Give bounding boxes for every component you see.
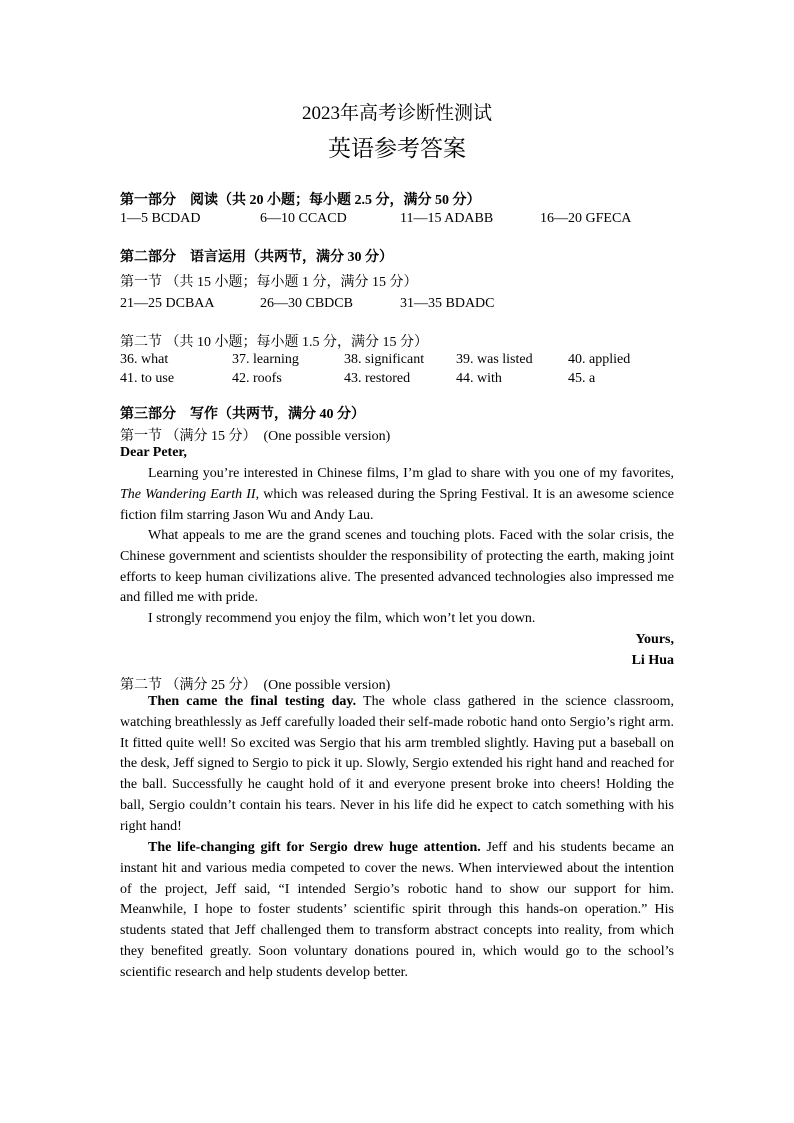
story-paragraph: Then came the final testing day. The whole class gathered in the science classroom, watching breathlessly as Jeff carefully loaded their self-made robotic hand onto Sergio’s right arm. It fitted quite well! So excited was Sergio that his arm trembled slightly. Having put a baseball on the desk, Jeff signed to Sergio to pick it up. Slowly, Sergio extended his right hand and reached for the ball. Successfully he caught hold of it and everyone present broke into cheers! Holding the ball, Sergio couldn’t contain his tears. Never in his life did he expect to catch something with his right hand! [120, 694, 675, 834]
answer-item: 42. roofs [232, 371, 282, 386]
answer-group: 16—20 GFECA [540, 211, 632, 226]
letter-greeting: Dear Peter, [120, 445, 187, 460]
part3-sec2-heading [120, 674, 390, 694]
letter-closing: Yours, [635, 632, 674, 647]
answer-item: 43. restored [344, 371, 411, 386]
answer-item: 45. a [568, 371, 596, 386]
story-paragraph: The life-changing gift for Sergio drew huge attention. Jeff and his students became an instant hit and various media competed to cover the news. When interviewed about the intention of the project, Jeff said, “I intended Sergio’s robotic hand to show our support for him. Meanwhile, I hope to foster students’ scientific spirit through this hands-on operation.” His students stated that Jeff challenged them to transform abstract concepts into reality, from which they benefited greatly. Soon voluntary donations poured in, which would go to the school’s scientific research and help students develop better. [120, 840, 674, 980]
answer-item: 37. learning [232, 352, 299, 367]
part2-heading: 第二部分 语言运用（共两节，满分 30 分） [120, 250, 393, 265]
part1-heading: 第一部分 阅读（共 20 小题；每小题 2.5 分，满分 50 分） [120, 193, 481, 208]
answer-item: 39. was listed [456, 352, 533, 367]
version-note: (One possible version) [263, 678, 391, 693]
answer-key-title: 英语参考答案 [328, 136, 466, 161]
part2-sec1-heading: 第一节 （共 15 小题；每小题 1 分，满分 15 分） [120, 275, 418, 290]
answer-item: 36. what [120, 352, 169, 367]
answer-group: 11—15 ADABB [400, 211, 494, 226]
letter-signature: Li Hua [631, 653, 674, 668]
part2-sec2-heading: 第二节 （共 10 小题；每小题 1.5 分，满分 15 分） [120, 335, 428, 350]
answer-item: 38. significant [344, 352, 425, 367]
answer-item: 44. with [456, 371, 502, 386]
section-label: 第二节 （满分 25 分） [120, 678, 257, 693]
film-title: The Wandering Earth II [120, 486, 256, 502]
exam-title: 2023年高考诊断性测试 [301, 103, 492, 124]
part3-heading: 第三部分 写作（共两节，满分 40 分） [120, 407, 365, 422]
letter-paragraph: Learning you’re interested in Chinese films, I’m glad to share with you one of my favorites, The Wandering Earth II, which was released during the Spring Festival. It is an awesome science fiction film starring Jason Wu and Andy Lau. [120, 466, 674, 523]
paragraph-lead: Then came the final testing day. [148, 694, 357, 709]
answer-item: 40. applied [568, 352, 631, 367]
answer-group: 31—35 BDADC [400, 296, 495, 311]
answer-group: 1—5 BCDAD [120, 211, 201, 226]
section-label: 第一节 （满分 15 分） [120, 429, 257, 444]
answer-group: 21—25 DCBAA [120, 296, 215, 311]
version-note: (One possible version) [263, 429, 391, 444]
answer-group: 6—10 CCACD [260, 211, 347, 226]
letter-paragraph: What appeals to me are the grand scenes and touching plots. Faced with the solar crisis, the Chinese government and scientists shoulder the responsibility of protecting the earth, making joint efforts to keep human civilizations alive. The presented advanced technologies also impressed me and filled me with pride. [120, 528, 674, 606]
part3-sec1-heading [120, 425, 390, 445]
answer-group: 26—30 CBDCB [260, 296, 353, 311]
letter-paragraph: I strongly recommend you enjoy the film, which won’t let you down. [148, 611, 536, 626]
paragraph-lead: The life-changing gift for Sergio drew huge attention. [148, 840, 481, 855]
answer-item: 41. to use [120, 371, 175, 386]
